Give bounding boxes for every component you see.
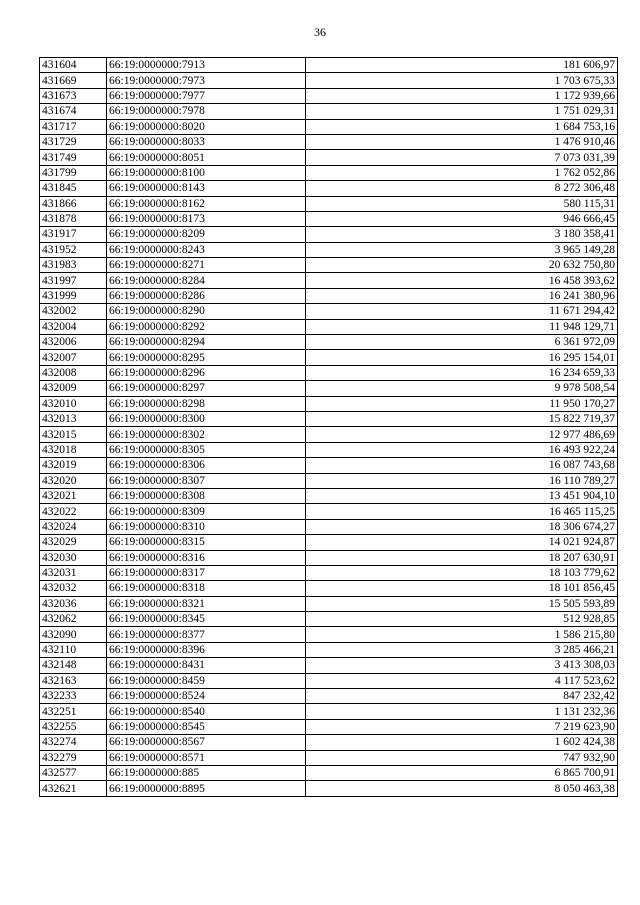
value-cell: 18 103 779,62	[306, 565, 618, 580]
table-row	[40, 458, 618, 473]
value-cell: 1 703 675,33	[306, 73, 618, 88]
cadastral-number-cell: 66:19:0000000:8300	[107, 411, 306, 426]
row-id-cell: 431729	[40, 134, 107, 149]
registry-table-body	[40, 58, 618, 797]
value-cell: 16 295 154,01	[306, 350, 618, 365]
cadastral-number-cell: 66:19:0000000:8100	[107, 165, 306, 180]
table-row	[40, 581, 618, 596]
cadastral-number-cell: 66:19:0000000:8321	[107, 596, 306, 611]
table-row	[40, 381, 618, 396]
row-id-cell: 432006	[40, 335, 107, 350]
value-cell: 11 948 129,71	[306, 319, 618, 334]
row-id-cell: 431669	[40, 73, 107, 88]
table-row	[40, 612, 618, 627]
value-cell: 1 586 215,80	[306, 627, 618, 642]
cadastral-number-cell: 66:19:0000000:7977	[107, 88, 306, 103]
table-row	[40, 134, 618, 149]
table-row	[40, 427, 618, 442]
value-cell: 14 021 924,87	[306, 535, 618, 550]
table-row	[40, 781, 618, 796]
value-cell: 1 684 753,16	[306, 119, 618, 134]
cadastral-number-cell: 66:19:0000000:8286	[107, 288, 306, 303]
value-cell: 1 751 029,31	[306, 104, 618, 119]
cadastral-number-cell: 66:19:0000000:8316	[107, 550, 306, 565]
row-id-cell: 432036	[40, 596, 107, 611]
cadastral-number-cell: 66:19:0000000:8298	[107, 396, 306, 411]
row-id-cell: 432018	[40, 442, 107, 457]
row-id-cell: 432062	[40, 612, 107, 627]
table-row	[40, 642, 618, 657]
table-row	[40, 735, 618, 750]
cadastral-number-cell: 66:19:0000000:8377	[107, 627, 306, 642]
row-id-cell: 431604	[40, 58, 107, 73]
value-cell: 13 451 904,10	[306, 488, 618, 503]
row-id-cell: 432274	[40, 735, 107, 750]
table-row	[40, 550, 618, 565]
row-id-cell: 432029	[40, 535, 107, 550]
cadastral-number-cell: 66:19:0000000:8895	[107, 781, 306, 796]
cadastral-number-cell: 66:19:0000000:8290	[107, 304, 306, 319]
value-cell: 181 606,97	[306, 58, 618, 73]
table-row	[40, 119, 618, 134]
row-id-cell: 431845	[40, 181, 107, 196]
cadastral-number-cell: 66:19:0000000:8302	[107, 427, 306, 442]
cadastral-number-cell: 66:19:0000000:8524	[107, 689, 306, 704]
value-cell: 747 932,90	[306, 750, 618, 765]
row-id-cell: 432019	[40, 458, 107, 473]
value-cell: 580 115,31	[306, 196, 618, 211]
table-row	[40, 227, 618, 242]
value-cell: 1 476 910,46	[306, 134, 618, 149]
row-id-cell: 431866	[40, 196, 107, 211]
cadastral-number-cell: 66:19:0000000:8309	[107, 504, 306, 519]
table-row	[40, 689, 618, 704]
cadastral-number-cell: 66:19:0000000:8020	[107, 119, 306, 134]
cadastral-number-cell: 66:19:0000000:8295	[107, 350, 306, 365]
cadastral-number-cell: 66:19:0000000:8545	[107, 719, 306, 734]
table-row	[40, 211, 618, 226]
row-id-cell: 432090	[40, 627, 107, 642]
cadastral-number-cell: 66:19:0000000:8396	[107, 642, 306, 657]
cadastral-number-cell: 66:19:0000000:8306	[107, 458, 306, 473]
table-row	[40, 565, 618, 580]
cadastral-number-cell: 66:19:0000000:7978	[107, 104, 306, 119]
row-id-cell: 431878	[40, 211, 107, 226]
value-cell: 18 306 674,27	[306, 519, 618, 534]
table-row	[40, 58, 618, 73]
table-row	[40, 258, 618, 273]
table-row	[40, 150, 618, 165]
row-id-cell: 432279	[40, 750, 107, 765]
row-id-cell: 432021	[40, 488, 107, 503]
row-id-cell: 432002	[40, 304, 107, 319]
table-row	[40, 473, 618, 488]
cadastral-number-cell: 66:19:0000000:8318	[107, 581, 306, 596]
value-cell: 7 073 031,39	[306, 150, 618, 165]
cadastral-number-cell: 66:19:0000000:8297	[107, 381, 306, 396]
cadastral-number-cell: 66:19:0000000:8307	[107, 473, 306, 488]
row-id-cell: 432621	[40, 781, 107, 796]
table-row	[40, 704, 618, 719]
cadastral-number-cell: 66:19:0000000:8305	[107, 442, 306, 457]
row-id-cell: 431999	[40, 288, 107, 303]
value-cell: 16 465 115,25	[306, 504, 618, 519]
page-number: 36	[314, 25, 326, 39]
table-row	[40, 288, 618, 303]
table-row	[40, 196, 618, 211]
row-id-cell: 432009	[40, 381, 107, 396]
table-row	[40, 673, 618, 688]
value-cell: 1 602 424,38	[306, 735, 618, 750]
value-cell: 1 172 939,66	[306, 88, 618, 103]
cadastral-number-cell: 66:19:0000000:8294	[107, 335, 306, 350]
cadastral-number-cell: 66:19:0000000:8033	[107, 134, 306, 149]
value-cell: 15 505 593,89	[306, 596, 618, 611]
row-id-cell: 432013	[40, 411, 107, 426]
row-id-cell: 431997	[40, 273, 107, 288]
table-row	[40, 165, 618, 180]
cadastral-number-cell: 66:19:0000000:7973	[107, 73, 306, 88]
table-row	[40, 88, 618, 103]
table-row	[40, 319, 618, 334]
row-id-cell: 431673	[40, 88, 107, 103]
table-row	[40, 365, 618, 380]
table-row	[40, 504, 618, 519]
table-row	[40, 658, 618, 673]
cadastral-number-cell: 66:19:0000000:885	[107, 765, 306, 780]
row-id-cell: 432032	[40, 581, 107, 596]
cadastral-number-cell: 66:19:0000000:7913	[107, 58, 306, 73]
cadastral-number-cell: 66:19:0000000:8173	[107, 211, 306, 226]
value-cell: 512 928,85	[306, 612, 618, 627]
cadastral-number-cell: 66:19:0000000:8310	[107, 519, 306, 534]
table-row	[40, 73, 618, 88]
cadastral-number-cell: 66:19:0000000:8271	[107, 258, 306, 273]
table-row	[40, 411, 618, 426]
row-id-cell: 432031	[40, 565, 107, 580]
table-row	[40, 596, 618, 611]
table-row	[40, 350, 618, 365]
row-id-cell: 432233	[40, 689, 107, 704]
table-row	[40, 765, 618, 780]
row-id-cell: 432030	[40, 550, 107, 565]
table-row	[40, 488, 618, 503]
cadastral-number-cell: 66:19:0000000:8143	[107, 181, 306, 196]
row-id-cell: 432008	[40, 365, 107, 380]
cadastral-number-cell: 66:19:0000000:8459	[107, 673, 306, 688]
table-row	[40, 396, 618, 411]
value-cell: 11 950 170,27	[306, 396, 618, 411]
value-cell: 16 493 922,24	[306, 442, 618, 457]
cadastral-number-cell: 66:19:0000000:8209	[107, 227, 306, 242]
value-cell: 16 110 789,27	[306, 473, 618, 488]
value-cell: 16 087 743,68	[306, 458, 618, 473]
table-row	[40, 273, 618, 288]
cadastral-number-cell: 66:19:0000000:8243	[107, 242, 306, 257]
row-id-cell: 432110	[40, 642, 107, 657]
value-cell: 1 762 052,86	[306, 165, 618, 180]
cadastral-number-cell: 66:19:0000000:8317	[107, 565, 306, 580]
table-row	[40, 719, 618, 734]
row-id-cell: 431674	[40, 104, 107, 119]
row-id-cell: 432004	[40, 319, 107, 334]
value-cell: 18 207 630,91	[306, 550, 618, 565]
row-id-cell: 432015	[40, 427, 107, 442]
value-cell: 3 285 466,21	[306, 642, 618, 657]
row-id-cell: 432010	[40, 396, 107, 411]
value-cell: 16 241 380,96	[306, 288, 618, 303]
cadastral-number-cell: 66:19:0000000:8431	[107, 658, 306, 673]
table-row	[40, 519, 618, 534]
row-id-cell: 432020	[40, 473, 107, 488]
value-cell: 20 632 750,80	[306, 258, 618, 273]
cadastral-number-cell: 66:19:0000000:8567	[107, 735, 306, 750]
value-cell: 11 671 294,42	[306, 304, 618, 319]
cadastral-number-cell: 66:19:0000000:8315	[107, 535, 306, 550]
cadastral-number-cell: 66:19:0000000:8051	[107, 150, 306, 165]
registry-table	[39, 57, 618, 797]
value-cell: 12 977 486,69	[306, 427, 618, 442]
table-row	[40, 627, 618, 642]
value-cell: 946 666,45	[306, 211, 618, 226]
row-id-cell: 431799	[40, 165, 107, 180]
row-id-cell: 432007	[40, 350, 107, 365]
table-row	[40, 535, 618, 550]
table-row	[40, 335, 618, 350]
cadastral-number-cell: 66:19:0000000:8540	[107, 704, 306, 719]
value-cell: 18 101 856,45	[306, 581, 618, 596]
value-cell: 8 050 463,38	[306, 781, 618, 796]
value-cell: 847 232,42	[306, 689, 618, 704]
table-row	[40, 181, 618, 196]
row-id-cell: 432577	[40, 765, 107, 780]
row-id-cell: 432163	[40, 673, 107, 688]
row-id-cell: 431717	[40, 119, 107, 134]
row-id-cell: 431917	[40, 227, 107, 242]
table-row	[40, 242, 618, 257]
cadastral-number-cell: 66:19:0000000:8162	[107, 196, 306, 211]
table-row	[40, 304, 618, 319]
row-id-cell: 432251	[40, 704, 107, 719]
value-cell: 3 965 149,28	[306, 242, 618, 257]
table-row	[40, 750, 618, 765]
row-id-cell: 432255	[40, 719, 107, 734]
value-cell: 16 234 659,33	[306, 365, 618, 380]
value-cell: 15 822 719,37	[306, 411, 618, 426]
row-id-cell: 432022	[40, 504, 107, 519]
value-cell: 1 131 232,36	[306, 704, 618, 719]
cadastral-number-cell: 66:19:0000000:8296	[107, 365, 306, 380]
row-id-cell: 431749	[40, 150, 107, 165]
row-id-cell: 432024	[40, 519, 107, 534]
cadastral-number-cell: 66:19:0000000:8571	[107, 750, 306, 765]
table-row	[40, 104, 618, 119]
cadastral-number-cell: 66:19:0000000:8292	[107, 319, 306, 334]
value-cell: 16 458 393,62	[306, 273, 618, 288]
row-id-cell: 432148	[40, 658, 107, 673]
cadastral-number-cell: 66:19:0000000:8284	[107, 273, 306, 288]
value-cell: 7 219 623,90	[306, 719, 618, 734]
value-cell: 9 978 508,54	[306, 381, 618, 396]
value-cell: 6 865 700,91	[306, 765, 618, 780]
value-cell: 3 413 308,03	[306, 658, 618, 673]
cadastral-number-cell: 66:19:0000000:8308	[107, 488, 306, 503]
row-id-cell: 431952	[40, 242, 107, 257]
row-id-cell: 431983	[40, 258, 107, 273]
value-cell: 4 117 523,62	[306, 673, 618, 688]
cadastral-number-cell: 66:19:0000000:8345	[107, 612, 306, 627]
value-cell: 8 272 306,48	[306, 181, 618, 196]
value-cell: 6 361 972,09	[306, 335, 618, 350]
value-cell: 3 180 358,41	[306, 227, 618, 242]
table-row	[40, 442, 618, 457]
